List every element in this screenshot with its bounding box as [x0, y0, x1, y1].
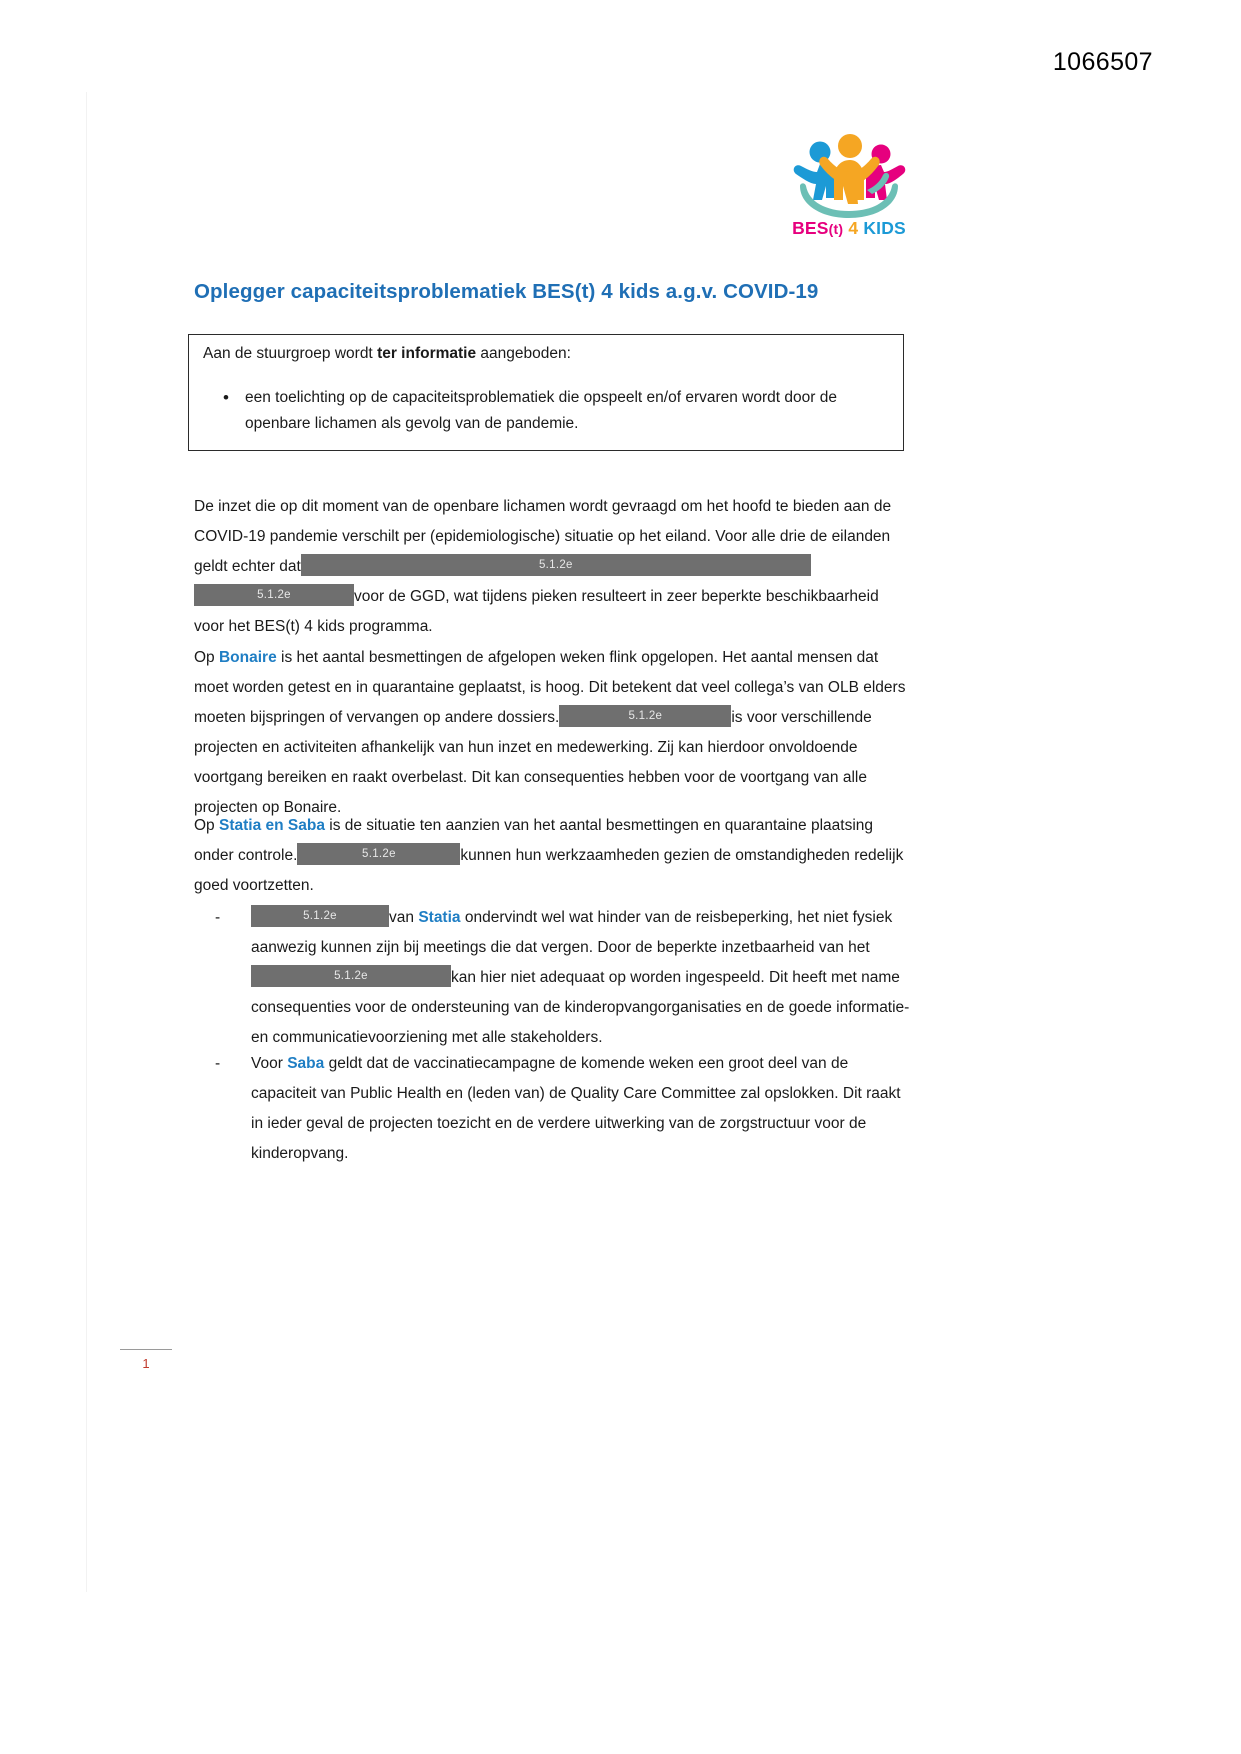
redaction-bar: 5.1.2e: [559, 705, 731, 727]
info-box-bullet-item: [219, 385, 889, 436]
sub-item-statia-seg2: ondervindt wel wat hinder van de reisbeperking, het niet fysiek aanwezig kunnen zijn bij meetings die dat vergen. Door de beperkte inzetbaarheid van het: [251, 909, 893, 956]
scan-edge-line: [86, 92, 87, 1592]
paragraph-statia-saba-seg2: kunnen hun werkzaamheden gezien de omstandigheden redelijk goed voortzetten.: [194, 847, 904, 894]
sub-item-saba-seg0: Voor: [251, 1055, 288, 1072]
redaction-bar: 5.1.2e: [301, 554, 811, 576]
info-box-lead: [203, 345, 571, 363]
paragraph-statia-saba: [194, 811, 910, 901]
paragraph-intro-seg2: voor de GGD, wat tijdens pieken resulteert in zeer beperkte beschikbaarheid voor het BES(t) 4 kids programma.: [194, 588, 879, 635]
paragraph-bonaire-seg2: is voor verschillende projecten en activiteiten afhankelijk van hun inzet en medewerking. Zij kan hierdoor onvoldoende voortgang bereiken en raakt overbelast. Dit kan consequenties hebben voor de voortgang van alle projecten op Bonaire.: [194, 709, 872, 816]
footer-divider: [120, 1349, 172, 1350]
dash-marker-icon: -: [215, 1055, 221, 1072]
place-name-statia-en-saba: Statia en Saba: [218, 817, 325, 834]
logo-text-four: 4: [848, 218, 859, 238]
place-name-bonaire: Bonaire: [218, 649, 277, 666]
redaction-bar: 5.1.2e: [251, 965, 451, 987]
info-box-bullet-text: een toelichting op de capaciteitsproblematiek die opspeelt en/of ervaren wordt door de openbare lichamen als gevolg van de pandemie.: [245, 389, 837, 432]
sub-item-saba-seg1: geldt dat de vaccinatiecampagne de komende weken een groot deel van de capaciteit van Public Health en (leden van) de Quality Care Committee zal opslokken. Dit raakt in ieder geval de projecten toezicht en de verdere uitwerking van de zorgstructuur voor de kinderopvang.: [251, 1055, 901, 1162]
redaction-bar: 5.1.2e: [251, 905, 389, 927]
place-name-statia: Statia: [418, 909, 461, 926]
logo-text-kids: KIDS: [863, 218, 906, 238]
paragraph-bonaire-seg0: Op: [194, 649, 219, 666]
sub-item-statia-text: [251, 903, 915, 1053]
dash-marker-icon: -: [215, 909, 221, 926]
place-name-saba: Saba: [287, 1055, 325, 1072]
page-number: 1: [142, 1356, 150, 1371]
bes-t-4-kids-logo: [786, 128, 912, 246]
redaction-bar: 5.1.2e: [194, 584, 354, 606]
redaction-bar: 5.1.2e: [297, 843, 460, 865]
paragraph-bonaire-seg1: is het aantal besmettingen de afgelopen weken flink opgelopen. Het aantal mensen dat moet worden getest en in quarantaine geplaatst, is hoog. Dit betekent dat veel collega’s van OLB elders moeten bijspringen of vervangen op andere dossiers.: [194, 649, 906, 726]
info-lead-before: Aan de stuurgroep wordt: [203, 345, 378, 362]
info-lead-bold: ter informatie: [377, 345, 477, 362]
paragraph-bonaire: [194, 643, 910, 823]
list-item: [215, 1049, 915, 1169]
document-stamp-number: 1066507: [1052, 48, 1153, 76]
sub-item-statia-seg3: kan hier niet adequaat op worden ingespeeld. Dit heeft met name consequenties voor de ondersteuning van de kinderopvangorganisaties en de goede informatie- en communicatievoorziening met alle stakeholders.: [251, 969, 910, 1046]
page-title: Oplegger capaciteitsproblematiek BES(t) 4 kids a.g.v. COVID-19: [194, 280, 819, 303]
sub-item-saba-text: [251, 1049, 915, 1169]
info-box: [188, 334, 904, 451]
logo-text-t: (t): [828, 221, 844, 237]
paragraph-intro: [194, 492, 910, 642]
list-item: [215, 903, 915, 1053]
logo-text-bes: BES: [792, 218, 829, 238]
info-lead-after: aangeboden:: [476, 345, 571, 362]
sub-item-statia-seg1: van: [389, 909, 419, 926]
logo-wordmark: [786, 218, 912, 239]
paragraph-statia-saba-seg1: is de situatie ten aanzien van het aantal besmettingen en quarantaine plaatsing onder controle.: [194, 817, 874, 864]
paragraph-intro-seg1: De inzet die op dit moment van de openbare lichamen wordt gevraagd om het hoofd te bieden aan de COVID-19 pandemie verschilt per (epidemiologische) situatie op het eiland. Voor alle drie de eilanden geldt echter dat: [194, 498, 892, 575]
paragraph-statia-saba-seg0: Op: [194, 817, 219, 834]
bullet-dot-icon: •: [223, 388, 229, 407]
logo-mark-icon: [786, 128, 912, 220]
